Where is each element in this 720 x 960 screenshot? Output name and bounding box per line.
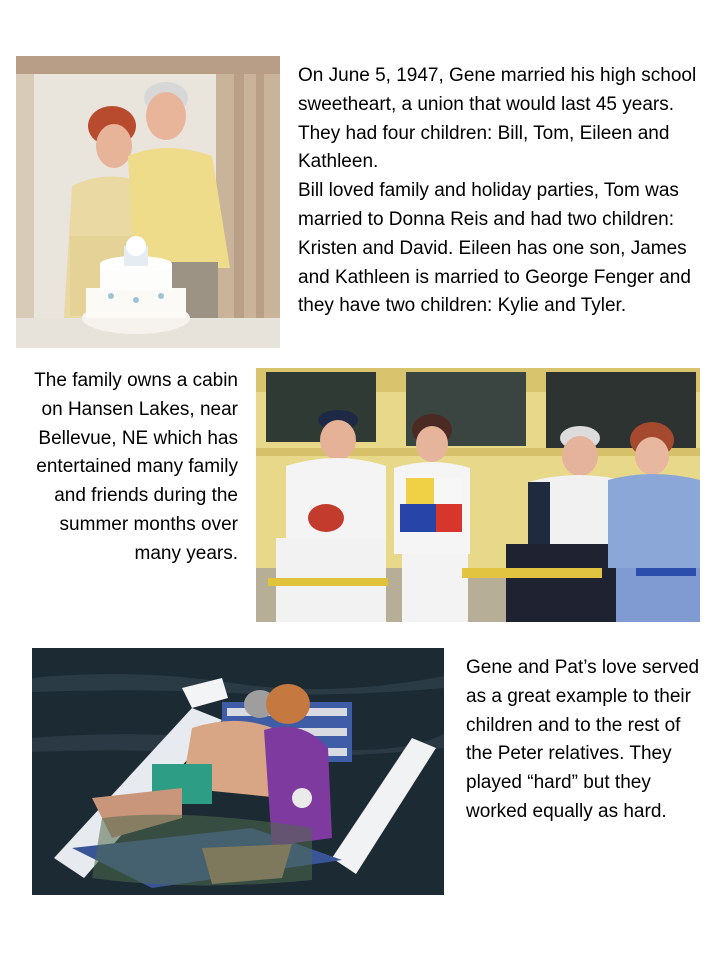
marriage-story-text [298, 62, 708, 321]
cabin-paragraph: The family owns a cabin on Hansen Lakes, near Bellevue, NE which has entertained many family and friends during the summer months over many years. [34, 370, 238, 564]
couple-with-cake-photo [16, 56, 280, 348]
marriage-paragraph: On June 5, 1947, Gene married his high school sweetheart, a union that would last 45 years. They had four children: Bill, Tom, Eileen and Kathleen. [298, 65, 697, 173]
four-people-on-porch-photo [256, 368, 700, 622]
love-story-text [466, 654, 706, 827]
cabin-story-text [20, 367, 238, 569]
children-paragraph: Bill loved family and holiday parties, Tom was married to Donna Reis and had two children: Kristen and David. Eileen has one son, James and Kathleen is married to George Fenger and they have two children: Kylie and Tyler. [298, 180, 691, 317]
love-paragraph: Gene and Pat’s love served as a great example to their children and to the rest of the Peter relatives. They played “hard” but they worked equally as hard. [466, 657, 700, 822]
couple-on-lake-float-photo [32, 648, 444, 895]
